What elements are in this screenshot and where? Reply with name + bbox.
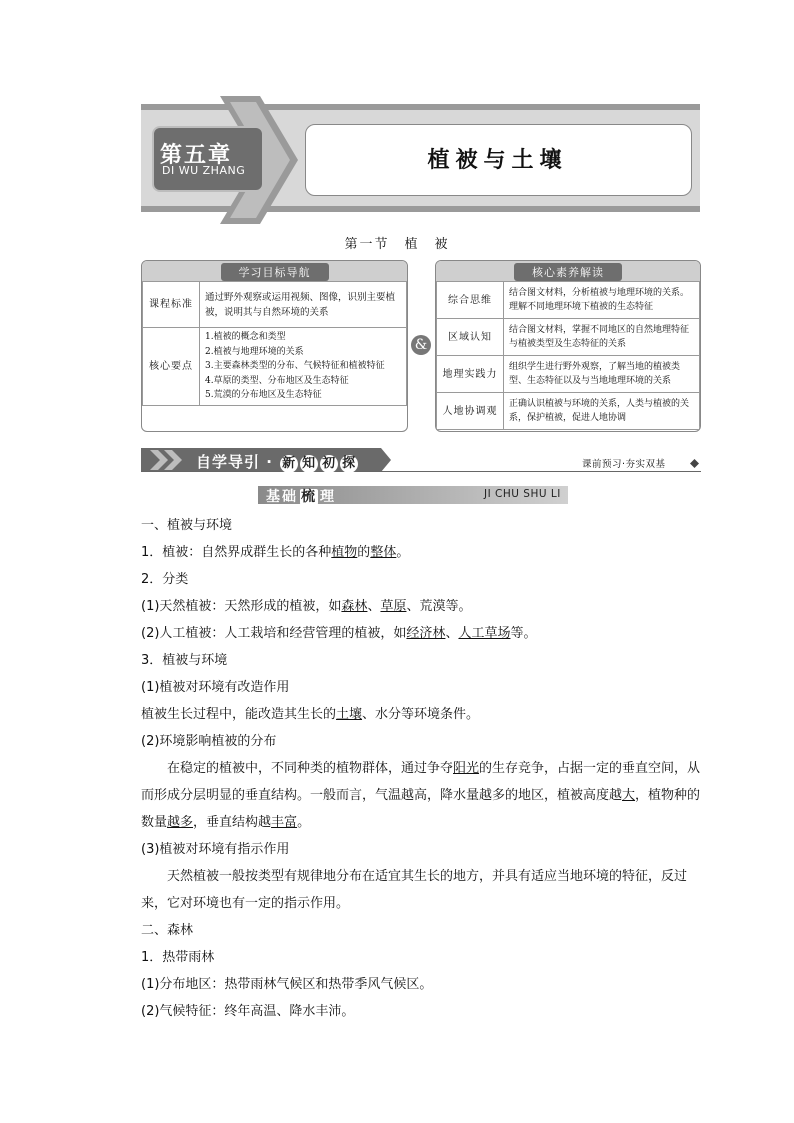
table-row [437, 393, 700, 430]
paragraph: (1)天然植被：天然形成的植被，如森林、草原、荒漠等。 [141, 599, 472, 614]
list-item: 4.草原的类型、分布地区及生态特征 [205, 375, 349, 386]
chapter-number: 第五章 [160, 142, 233, 168]
paragraph: (1)分布地区：热带雨林气候区和热带季风气候区。 [141, 977, 433, 992]
double-chevron-icon [150, 450, 190, 470]
paragraph: (2)环境影响植被的分布 [141, 734, 277, 749]
row-label: 综合思维 [437, 282, 504, 319]
row-label: 地理实践力 [437, 356, 504, 393]
table-row [143, 282, 407, 328]
chapter-title: 植被与土壤 [427, 147, 568, 173]
row-text: 结合图文材料，分析植被与地理环境的关系。理解不同地理环境下植被的生态特征 [504, 282, 700, 319]
paragraph: 3．植被与环境 [141, 653, 228, 668]
basics-heading [266, 486, 336, 506]
list-item: 2.植被与地理环境的关系 [205, 346, 304, 357]
heading-2: 二、森林 [141, 923, 194, 938]
paragraph: (2)人工植被：人工栽培和经营管理的植被，如经济林、人工草场等。 [141, 626, 537, 641]
basics-title-b: 梳 [301, 489, 317, 505]
row-text: 组织学生进行野外观察，了解当地的植被类型、生态特征以及与当地地理环境的关系 [504, 356, 700, 393]
row-label: 人地协调观 [437, 393, 504, 430]
learning-goals-panel [141, 260, 408, 432]
circle-char: 初 [322, 456, 337, 471]
row-list [200, 328, 407, 406]
panel-header-label: 核心素养解读 [514, 263, 622, 281]
self-study-label: 自学导引 [196, 453, 261, 471]
paragraph: 天然植被一般按类型有规律地分布在适宜其生长的地方，并具有适应当地环境的特征，反过来，它对环境也有一定的指示作用。 [141, 869, 688, 911]
dot-separator: · [266, 453, 273, 471]
paragraph: 1．热带雨林 [141, 950, 215, 965]
row-label: 课程标准 [143, 282, 200, 328]
heading-1: 一、植被与环境 [141, 518, 233, 533]
table-row [437, 319, 700, 356]
row-label: 区域认知 [437, 319, 504, 356]
panel-header [436, 261, 700, 281]
paragraph: 1．植被：自然界成群生长的各种植物的整体。 [141, 545, 410, 560]
row-text: 结合图文材料，掌握不同地区的自然地理特征与植被类型及生态特征的关系 [504, 319, 700, 356]
circle-char: 新 [282, 456, 297, 471]
circle-char: 探 [342, 456, 357, 471]
circle-char: 知 [302, 456, 317, 471]
chapter-pinyin: DI WU ZHANG [162, 164, 246, 177]
paragraph: (1)植被对环境有改造作用 [141, 680, 290, 695]
section-title: 第一节 植 被 [344, 237, 450, 252]
core-literacy-table [436, 281, 700, 430]
paragraph: 在稳定的植被中，不同种类的植物群体，通过争夺阳光的生存竞争，占据一定的垂直空间，从而形成分层明显的垂直结构。一般而言，气温越高，降水量越多的地区，植被高度越大，植物种的数量越多，垂直结构越丰富。 [141, 761, 701, 830]
row-label: 核心要点 [143, 328, 200, 406]
paragraph: (2)气候特征：终年高温、降水丰沛。 [141, 1004, 355, 1019]
self-study-heading [196, 451, 359, 473]
basics-title-c: 理 [320, 489, 336, 505]
paragraph: 2．分类 [141, 572, 189, 587]
basics-title-a: 基础 [266, 489, 298, 505]
paragraph: 植被生长过程中，能改造其生长的土壤、水分等环境条件。 [141, 707, 480, 722]
list-item: 5.荒漠的分布地区及生态特征 [205, 390, 322, 400]
panel-header [142, 261, 407, 281]
body-content [141, 512, 701, 1025]
diamond-icon [690, 459, 699, 468]
preview-caption: 课前预习·夯实双基 [582, 459, 666, 470]
ampersand-icon: & [411, 335, 431, 355]
core-literacy-panel [435, 260, 701, 432]
row-text: 正确认识植被与环境的关系，人类与植被的关系，保护植被，促进人地协调 [504, 393, 700, 430]
row-text: 通过野外观察或运用视频、图像，识别主要植被，说明其与自然环境的关系 [200, 282, 407, 328]
table-row [437, 282, 700, 319]
table-row [143, 328, 407, 406]
learning-goals-table [142, 281, 407, 406]
list-item: 3.主要森林类型的分布、气候特征和植被特征 [205, 361, 385, 371]
basics-pinyin: JI CHU SHU LI [484, 488, 561, 500]
panel-header-label: 学习目标导航 [221, 263, 329, 281]
paragraph: (3)植被对环境有指示作用 [141, 842, 290, 857]
list-item: 1.植被的概念和类型 [205, 332, 286, 342]
table-row [437, 356, 700, 393]
